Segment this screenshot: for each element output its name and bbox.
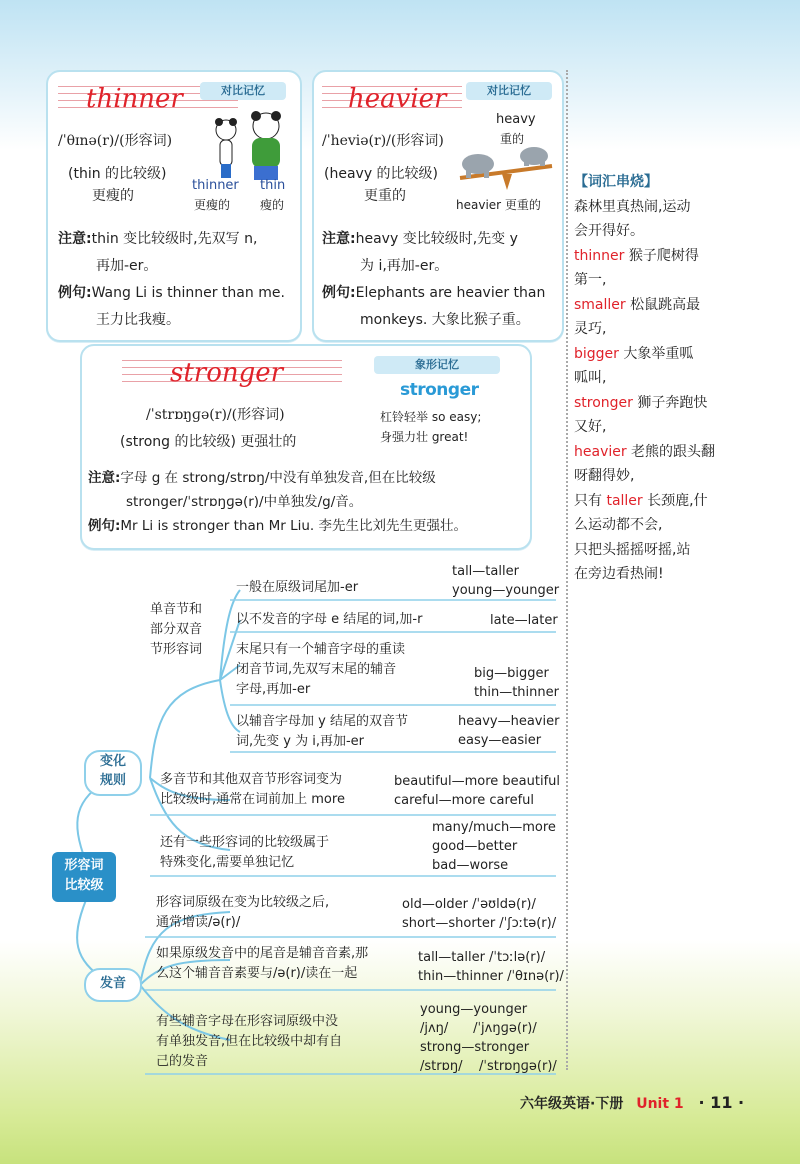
example-1: tall—taller <box>452 564 519 579</box>
note-label: 注意: <box>58 231 92 247</box>
caption-heavier: heavier 更重的 <box>456 198 541 212</box>
root-label-1: 形容词 <box>64 858 104 873</box>
rule-text-2: 闭音节词,先双写末尾的辅音 <box>236 662 397 677</box>
example-text: Elephants are heavier than <box>355 285 546 301</box>
example-2: short—shorter /ˈʃɔːtə(r)/ <box>402 916 557 931</box>
sidebar-highlight-word: thinner <box>574 247 625 264</box>
sidebar-highlight-word: taller <box>606 492 643 509</box>
sidebar-line-text: 呀翻得妙, <box>574 468 635 484</box>
meaning-line1: (thin 的比较级) <box>68 166 167 182</box>
rule-more <box>160 770 345 810</box>
example-2: /jʌŋ/ /ˈjʌŋɡə(r)/ <box>420 1021 537 1036</box>
page-number: · 11 · <box>698 1093 745 1112</box>
branch-rules-label-1: 变化 <box>99 754 126 769</box>
sidebar-highlight-word: heavier <box>574 443 627 460</box>
caption-thin: thin <box>260 178 286 193</box>
stronger-logo: stronger <box>400 380 479 400</box>
sidebar-line-text: 森林里真热闹,运动 <box>574 198 691 215</box>
sidebar-line-text-after: 松鼠跳高最 <box>625 296 701 313</box>
branch-pronunciation <box>84 968 142 1002</box>
tip-line2: 身强力壮 great! <box>380 430 469 444</box>
example-2: thin—thinner <box>474 685 559 700</box>
meaning-line2: 更重的 <box>364 188 406 204</box>
caption-thinner: thinner <box>192 178 239 193</box>
sidebar-line-text-after: 长颈鹿,什 <box>642 492 708 509</box>
sidebar-title: 【词汇串烧】 <box>574 174 658 190</box>
pron-linking <box>156 944 368 984</box>
note-text: thin 变比较级时,先双写 n, <box>91 231 258 247</box>
phonetic: /ˈθɪnə(r)/(形容词) <box>58 133 173 149</box>
rule-y-to-i <box>236 712 408 752</box>
rule-silent-e-example <box>490 611 558 630</box>
group-label-2: 部分双音 <box>150 622 203 637</box>
unit-label: Unit 1 <box>636 1096 684 1112</box>
sidebar-highlight-word: bigger <box>574 345 619 362</box>
rule-more-example <box>394 772 560 810</box>
example-text: Wang Li is thinner than me. <box>91 285 285 301</box>
pron-text-2: 通常增读/ə(r)/ <box>156 915 241 930</box>
mindmap-root <box>52 852 116 902</box>
pron-add-schwa-example <box>402 895 556 933</box>
pron-text-2: 有单独发音,但在比较级中却有自 <box>156 1034 343 1049</box>
example-3: bad—worse <box>432 858 509 873</box>
example-label: 例句: <box>88 518 121 534</box>
example-2: good—better <box>432 839 518 854</box>
rule-irregular-example <box>432 818 556 875</box>
sidebar-line-text: 第一, <box>574 272 607 288</box>
sidebar-line-text-after: 大象举重呱 <box>618 345 694 362</box>
tip-line1: 杠铃轻举 so easy; <box>380 410 482 424</box>
sidebar-line-text: 呱叫, <box>574 370 607 386</box>
word-title: heavier <box>348 84 447 114</box>
rule-irregular <box>160 833 329 873</box>
sidebar-line-text-after: 老熊的跟头翻 <box>626 443 716 460</box>
memory-tag: 象形记忆 <box>374 356 500 374</box>
sidebar-line-text: 只把头摇摇呀摇,站 <box>574 541 691 558</box>
caption-thin-cn: 瘦的 <box>260 198 285 212</box>
pron-text-2: 么这个辅音音素要与/ə(r)/读在一起 <box>156 966 358 981</box>
word-title: stronger <box>170 358 284 388</box>
caption-thinner-cn: 更瘦的 <box>194 198 231 212</box>
rule-double-consonant <box>236 640 405 700</box>
sidebar-line-text-after: 狮子奔跑快 <box>632 394 708 411</box>
rule-text-1: 还有一些形容词的比较级属于 <box>160 835 330 850</box>
rule-general-example <box>452 562 559 600</box>
example-translation: monkeys. 大象比猴子重。 <box>360 312 530 328</box>
branch-rules-label-2: 规则 <box>99 773 126 788</box>
rule-text-2: 比较级时,通常在词前加上 more <box>160 792 345 807</box>
branch-change-rules <box>84 750 142 796</box>
example-4: /strɒŋ/ /ˈstrɒŋɡə(r)/ <box>420 1059 557 1074</box>
note-label: 注意: <box>88 470 121 486</box>
pron-text-1: 形容词原级在变为比较级之后, <box>156 895 330 910</box>
caption-heavy-cn: 重的 <box>500 132 525 146</box>
rule-text-1: 多音节和其他双音节形容词变为 <box>160 772 343 787</box>
rule-text-1: 以辅音字母加 y 结尾的双音节 <box>236 714 408 729</box>
pron-silent-consonant-example <box>420 1000 557 1076</box>
example-label: 例句: <box>322 285 356 301</box>
sidebar-highlight-word: stronger <box>574 394 633 411</box>
meaning-line2: 更瘦的 <box>92 188 134 204</box>
pron-text-1: 如果原级发音中的尾音是辅音音素,那 <box>156 946 369 961</box>
rule-text-2: 词,先变 y 为 i,再加-er <box>236 734 365 749</box>
sidebar-line-text: 只有 <box>574 492 607 509</box>
rule-text-2: 特殊变化,需要单独记忆 <box>160 855 295 870</box>
group-single-syllable <box>150 600 220 660</box>
sidebar-line-text: 会开得好。 <box>574 223 644 239</box>
example-1: beautiful—more beautiful <box>394 774 560 789</box>
footer <box>520 1093 744 1113</box>
example-1: young—younger <box>420 1002 528 1017</box>
example-text: Mr Li is stronger than Mr Liu. 李先生比刘先生更强壮。 <box>120 518 468 534</box>
note-text-2: stronger/ˈstrɒŋɡə(r)/中单独发/g/音。 <box>126 494 363 510</box>
memory-tag: 对比记忆 <box>466 82 552 100</box>
sidebar-line-text: 灵巧, <box>574 321 607 337</box>
pron-add-schwa <box>156 893 329 933</box>
example-2: careful—more careful <box>394 793 535 808</box>
rule-double-consonant-example <box>474 664 559 702</box>
root-label-2: 比较级 <box>64 878 104 893</box>
caption-heavy: heavy <box>496 112 536 127</box>
book-title: 六年级英语·下册 <box>520 1096 624 1112</box>
note-text-2: 为 i,再加-er。 <box>360 258 449 274</box>
sidebar-line-text-after: 猴子爬树得 <box>624 247 699 264</box>
rule-text-1: 末尾只有一个辅音字母的重读 <box>236 642 406 657</box>
rule-general: 一般在原级词尾加-er <box>236 580 359 595</box>
example-2: young—younger <box>452 583 560 598</box>
sidebar-highlight-word: smaller <box>574 296 626 313</box>
note-label: 注意: <box>322 231 356 247</box>
word-title: thinner <box>86 84 183 114</box>
rule-y-to-i-example <box>458 712 559 750</box>
example-2: easy—easier <box>458 733 542 748</box>
example-1: late—later <box>490 613 558 628</box>
sidebar-line-text: 在旁边看热闹! <box>574 566 664 582</box>
meaning-line1: (heavy 的比较级) <box>324 166 439 182</box>
pron-linking-example <box>418 948 564 986</box>
example-1: tall—taller /ˈtɔːlə(r)/ <box>418 950 546 965</box>
note-text-2: 再加-er。 <box>96 258 158 274</box>
example-3: strong—stronger <box>420 1040 530 1055</box>
sidebar-line-text: 又好, <box>574 419 607 435</box>
meaning: (strong 的比较级) 更强壮的 <box>120 434 297 450</box>
example-label: 例句: <box>58 285 92 301</box>
pron-silent-consonant <box>156 1012 342 1072</box>
example-1: many/much—more <box>432 820 556 835</box>
pron-text-1: 有些辅音字母在形容词原级中没 <box>156 1014 339 1029</box>
sidebar-line-text: 么运动都不会, <box>574 517 663 533</box>
memory-tag: 对比记忆 <box>200 82 286 100</box>
example-1: heavy—heavier <box>458 714 560 729</box>
example-translation: 王力比我瘦。 <box>96 312 180 328</box>
pron-text-3: 己的发音 <box>156 1054 209 1069</box>
example-1: big—bigger <box>474 666 549 681</box>
phonetic: /ˈstrɒŋɡə(r)/(形容词) <box>146 407 285 423</box>
branch-pron-label: 发音 <box>99 976 126 991</box>
note-text: 字母 g 在 strong/strɒŋ/中没有单独发音,但在比较级 <box>120 470 436 486</box>
phonetic: /ˈheviə(r)/(形容词) <box>322 133 444 149</box>
rule-silent-e: 以不发音的字母 e 结尾的词,加-r <box>236 612 423 627</box>
rule-text-3: 字母,再加-er <box>236 682 311 697</box>
example-1: old—older /ˈəʊldə(r)/ <box>402 897 536 912</box>
group-label-1: 单音节和 <box>150 602 203 617</box>
example-2: thin—thinner /ˈθɪnə(r)/ <box>418 969 564 984</box>
group-label-3: 节形容词 <box>150 642 203 657</box>
note-text: heavy 变比较级时,先变 y <box>355 231 518 247</box>
